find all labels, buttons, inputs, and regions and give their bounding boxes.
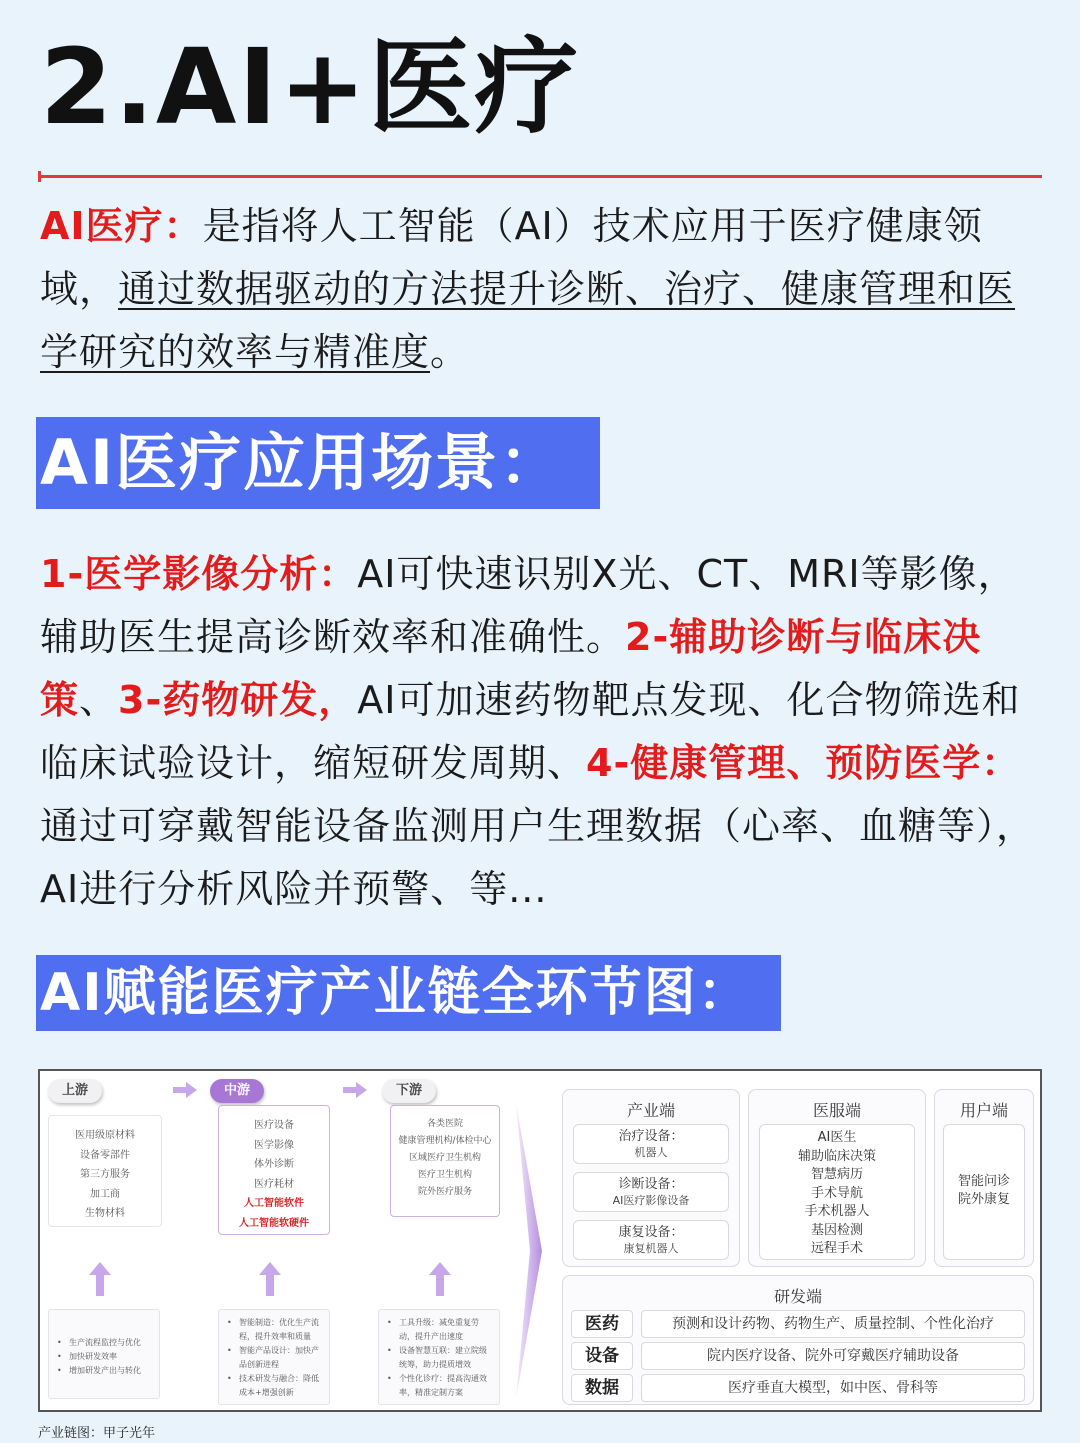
medical-title: 医服端 [812, 1101, 861, 1120]
scenario-separator: 、 [79, 678, 119, 722]
list-item-highlight: 人工智能软件 [244, 1198, 304, 1209]
scenarios-paragraph [40, 543, 1040, 921]
source-caption: 产业链图：甲子光年 [38, 1426, 156, 1441]
rnd-panel [562, 1275, 1034, 1405]
industry-box-label: 康复设备： [618, 1225, 684, 1240]
upstream-tag: 上游 [48, 1079, 102, 1103]
industry-box-label: 诊断设备： [618, 1177, 684, 1192]
up-arrow-icon [258, 1261, 282, 1297]
note-item: • 技术研发与融合：降低成本+增强创新 [225, 1372, 323, 1400]
rnd-title: 研发端 [773, 1287, 822, 1306]
note-item: • 加快研发效率 [55, 1350, 153, 1364]
industry-chain-diagram [38, 1069, 1042, 1412]
user-panel [934, 1089, 1034, 1267]
definition-text: 是指将人工智能（AI）技术应用于医疗健康领域， [40, 204, 983, 311]
flow-arrow-icon [342, 1080, 368, 1100]
industry-panel [562, 1089, 740, 1267]
scenario-3-text: AI可加速药物靶点发现、化合物筛选和临床试验设计，缩短研发周期、 [40, 678, 1021, 785]
midstream-notes [218, 1309, 330, 1405]
list-item: 区域医疗卫生机构 [408, 1153, 481, 1163]
list-item: 智能问诊 [957, 1174, 1010, 1189]
rnd-row-key: 设备 [571, 1342, 633, 1370]
user-list [943, 1124, 1025, 1260]
list-item: 医疗设备 [254, 1120, 294, 1131]
rnd-row-key: 医药 [571, 1310, 633, 1338]
flow-arrow-icon [172, 1080, 198, 1100]
scenario-1-label: 1-医学影像分析： [40, 552, 358, 596]
scenario-4-text: 通过可穿戴智能设备监测用户生理数据（心率、血糖等），AI进行分析风险并预警、等... [40, 804, 1036, 911]
list-item: 各类医院 [426, 1119, 463, 1129]
list-item: 医学影像 [254, 1139, 294, 1151]
list-item: 辅助临床决策 [797, 1148, 876, 1164]
industry-box-detail: 康复机器人 [623, 1242, 679, 1255]
section-heading-scenarios: AI医疗应用场景： [36, 417, 600, 509]
list-item: 智慧病历 [810, 1167, 863, 1182]
medical-list [759, 1124, 915, 1260]
list-item: 健康管理机构/体检中心 [398, 1136, 492, 1146]
title-divider [38, 175, 1042, 178]
definition-term: AI医疗： [40, 204, 203, 248]
list-item: 医疗耗材 [254, 1178, 294, 1190]
industry-box [573, 1124, 729, 1164]
list-item: 第三方服务 [80, 1169, 130, 1180]
rnd-row-value: 院内医疗设备、院外可穿戴医疗辅助设备 [641, 1342, 1025, 1370]
list-item: 基因检测 [810, 1222, 863, 1238]
rnd-row-key: 数据 [571, 1374, 633, 1402]
section-heading-diagram: AI赋能医疗产业链全环节图： [36, 955, 781, 1031]
scenario-2-label: 2-辅助诊断与临床决策 [40, 615, 982, 722]
industry-box [573, 1172, 729, 1212]
downstream-tag: 下游 [382, 1079, 436, 1103]
list-item: 手术导航 [810, 1185, 863, 1201]
scenario-4-label: 4-健康管理、预防医学： [586, 741, 1021, 785]
list-item: 体外诊断 [254, 1159, 294, 1170]
industry-box-detail: AI医疗影像设备 [612, 1194, 690, 1207]
industry-box-detail: 机器人 [634, 1146, 668, 1159]
downstream-list [390, 1105, 500, 1217]
list-item: 院外康复 [957, 1192, 1010, 1207]
list-item: 加工商 [90, 1188, 120, 1200]
upstream-list [48, 1115, 162, 1227]
midstream-list [218, 1105, 330, 1235]
note-item: • 工具升级：减免重复劳动，提升产出速度 [385, 1316, 493, 1344]
list-item: 远程手术 [810, 1241, 863, 1256]
up-arrow-icon [88, 1261, 112, 1297]
list-item: 手术机器人 [804, 1204, 870, 1219]
flow-chevron-icon [514, 1101, 544, 1401]
note-item: • 增加研发产出与转化 [55, 1364, 153, 1378]
industry-box-label: 治疗设备： [618, 1129, 684, 1144]
list-item: 设备零部件 [80, 1149, 130, 1161]
note-item: • 生产流程监控与优化 [55, 1336, 153, 1350]
note-item: • 个性化诊疗：提高沟通效率，精准定制方案 [385, 1372, 493, 1400]
medical-panel [748, 1089, 926, 1267]
list-item-highlight: 人工智能软硬件 [239, 1217, 309, 1229]
scenario-3-label: 3-药物研发， [118, 678, 358, 722]
definition-end: 。 [430, 330, 470, 374]
user-title: 用户端 [959, 1101, 1008, 1120]
list-item: 院外医疗服务 [417, 1187, 472, 1197]
page-title: 2.AI+医疗 [40, 26, 581, 148]
list-item: 医用级原材料 [75, 1130, 135, 1141]
midstream-tag: 中游 [210, 1079, 264, 1103]
list-item: 生物材料 [85, 1208, 125, 1219]
scenario-1-text: AI可快速识别X光、CT、MRI等影像，辅助医生提高诊断效率和准确性。 [40, 552, 1017, 659]
rnd-row-value: 医疗垂直大模型，如中医、骨科等 [641, 1374, 1025, 1402]
rnd-row-value: 预测和设计药物、药物生产、质量控制、个性化治疗 [641, 1310, 1025, 1338]
upstream-notes [48, 1309, 160, 1399]
up-arrow-icon [428, 1261, 452, 1297]
list-item: AI医生 [817, 1130, 857, 1145]
industry-box [573, 1220, 729, 1260]
downstream-notes [378, 1309, 500, 1405]
industry-title: 产业端 [626, 1101, 675, 1120]
note-item: • 智能产品设计：加快产品创新进程 [225, 1344, 323, 1372]
definition-paragraph [40, 195, 1040, 384]
note-item: • 设备智慧互联：建立院级统筹，助力提质增效 [385, 1344, 493, 1372]
list-item: 医疗卫生机构 [417, 1170, 472, 1180]
note-item: • 智能制造：优化生产流程，提升效率和质量 [225, 1316, 323, 1344]
definition-underlined: 通过数据驱动的方法提升诊断、治疗、健康管理和医学研究的效率与精准度 [40, 267, 1016, 374]
